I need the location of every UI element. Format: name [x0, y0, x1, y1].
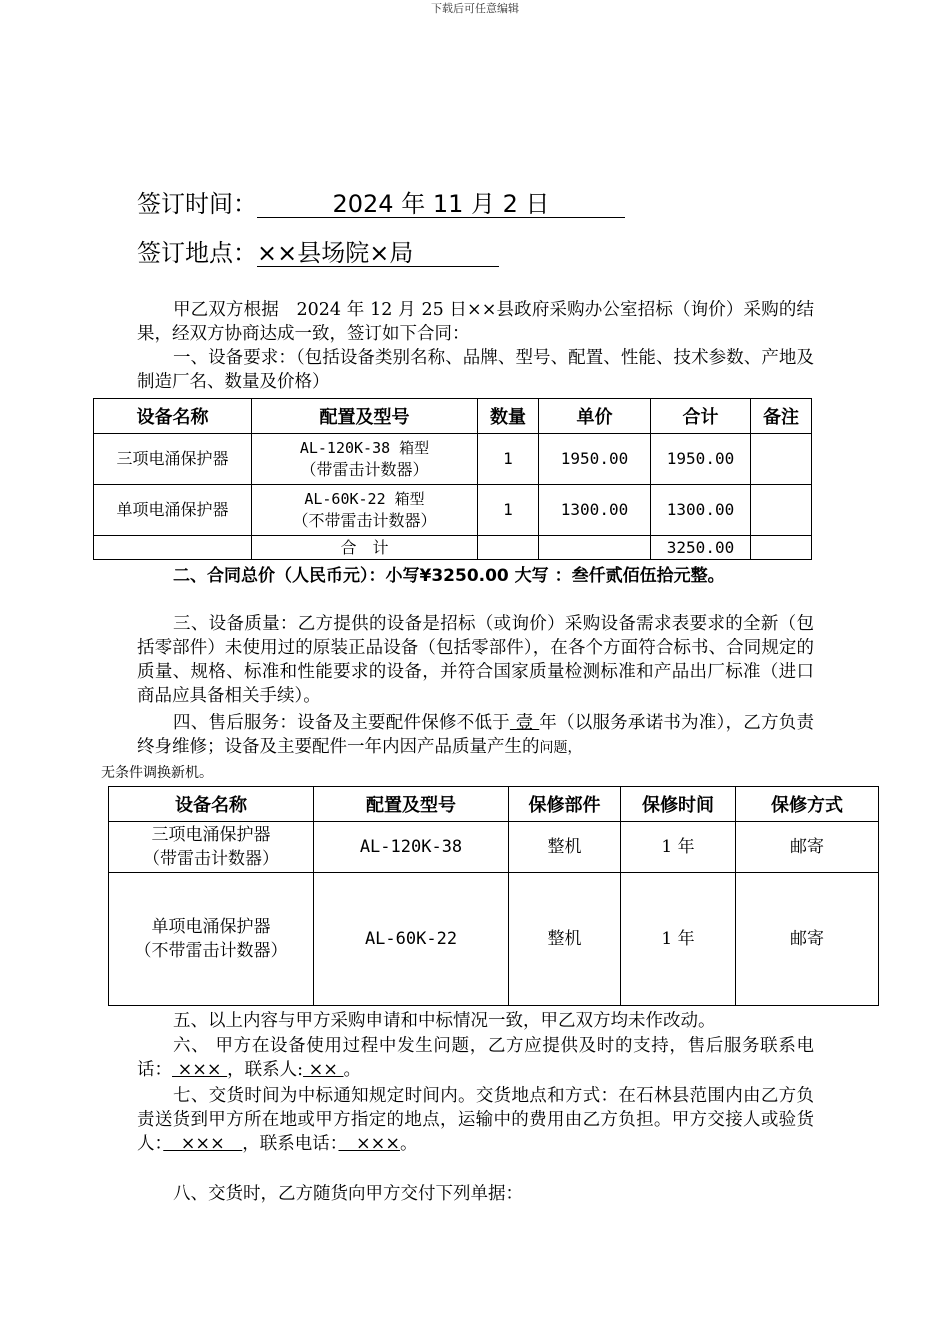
section-5-consistency: 五、以上内容与甲方采购申请和中标情况一致，甲乙双方均未作改动。 — [173, 1011, 716, 1031]
equipment-price: 1300.00 — [539, 485, 651, 536]
column-header: 保修方式 — [736, 787, 879, 822]
section-3-quality: 三、设备质量：乙方提供的设备是招标（或询价）采购设备需求表要求的全新（包括零部件）未使用过的原装正品设备（包括零部件），在各个方面符合标书、合同规定的质量、规格、标准和性能要求的设备，并符合国家质量检测标准和产品出厂标准（进口商品应具备相关手续）。 — [137, 614, 814, 706]
equipment-name: 三项电涌保护器 — [94, 434, 252, 485]
column-header: 合计 — [651, 399, 751, 434]
column-header: 设备名称 — [94, 399, 252, 434]
equipment-qty: 1 — [478, 434, 539, 485]
equipment-qty: 1 — [478, 485, 539, 536]
equipment-total: 1950.00 — [651, 434, 751, 485]
section-2-total-price: 二、合同总价（人民币元）：小写¥3250.00 大写 ：叁仟贰佰伍拾元整。 — [173, 566, 725, 586]
sum-label: 合 计 — [252, 536, 478, 560]
column-header: 保修部件 — [509, 787, 621, 822]
sign-time-value: 2024 年 11 月 2 日 — [257, 191, 625, 218]
warranty-years: 壹 — [509, 713, 540, 733]
warranty-part: 整机 — [509, 873, 621, 1006]
column-header: 配置及型号 — [314, 787, 509, 822]
table-row — [94, 434, 812, 485]
table-row — [109, 822, 879, 873]
warranty-time: 1 年 — [621, 822, 736, 873]
table-sum-row — [94, 536, 812, 560]
warranty-time: 1 年 — [621, 873, 736, 1006]
warranty-equipment-name: 三项电涌保护器 （带雷击计数器） — [109, 822, 314, 873]
column-header: 设备名称 — [109, 787, 314, 822]
equipment-total: 1300.00 — [651, 485, 751, 536]
equipment-name: 单项电涌保护器 — [94, 485, 252, 536]
sign-place-line — [137, 233, 499, 268]
section-6-support: 六、 甲方在设备使用过程中发生问题，乙方应提供及时的支持，售后服务联系电话： ××× ，联系人: ×× 。 — [137, 1036, 814, 1080]
section-1-heading: 一、设备要求：（包括设备类别名称、品牌、型号、配置、性能、技术参数、产地及制造厂名、数量及价格） — [137, 348, 814, 392]
table-header-row — [94, 399, 812, 434]
section-8-documents: 八、交货时，乙方随货向甲方交付下列单据： — [173, 1184, 523, 1204]
column-header: 配置及型号 — [252, 399, 478, 434]
column-header: 备注 — [751, 399, 812, 434]
warranty-model: AL-120K-38 — [314, 822, 509, 873]
equipment-model: AL-120K-38 箱型 （带雷击计数器） — [252, 434, 478, 485]
table-row — [94, 485, 812, 536]
sum-total: 3250.00 — [651, 536, 751, 560]
sign-time-line — [137, 184, 625, 219]
section-7-delivery: 七、交货时间为中标通知规定时间内。交货地点和方式：在石林县范围内由乙方负责送货到甲方所在地或甲方指定的地点，运输中的费用由乙方负担。甲方交接人或验货人： ××× ，联系电话： ×××。 — [137, 1086, 814, 1154]
sign-place-value: ××县场院×局 — [257, 240, 499, 267]
equipment-note — [751, 485, 812, 536]
service-contact: ×× — [303, 1060, 344, 1080]
column-header: 单价 — [539, 399, 651, 434]
receiver-name: ××× — [163, 1134, 243, 1154]
warranty-method: 邮寄 — [736, 873, 879, 1006]
warranty-method: 邮寄 — [736, 822, 879, 873]
equipment-table — [93, 398, 812, 560]
column-header: 数量 — [478, 399, 539, 434]
equipment-note — [751, 434, 812, 485]
sign-time-label: 签订时间： — [137, 190, 257, 218]
receiver-phone: ××× — [338, 1134, 400, 1154]
column-header: 保修时间 — [621, 787, 736, 822]
warranty-model: AL-60K-22 — [314, 873, 509, 1006]
intro-paragraph: 甲乙双方根据 2024 年 12 月 25 日××县政府采购办公室招标（询价）采购的结果，经双方协商达成一致，签订如下合同： — [137, 300, 814, 344]
warranty-part: 整机 — [509, 822, 621, 873]
header-note: 下载后可任意编辑 — [431, 2, 519, 15]
table-header-row — [109, 787, 879, 822]
equipment-price: 1950.00 — [539, 434, 651, 485]
section-4-service: 四、售后服务：设备及主要配件保修不低于 壹 年（以服务承诺书为准），乙方负责终身维修；设备及主要配件一年内因产品质量产生的问题， 无条件调换新机。 — [101, 713, 814, 781]
warranty-table — [108, 786, 879, 1006]
equipment-model: AL-60K-22 箱型 （不带雷击计数器） — [252, 485, 478, 536]
service-phone: ××× — [172, 1060, 228, 1080]
table-row — [109, 873, 879, 1006]
warranty-equipment-name: 单项电涌保护器 （不带雷击计数器） — [109, 873, 314, 1006]
sign-place-label: 签订地点： — [137, 239, 257, 267]
